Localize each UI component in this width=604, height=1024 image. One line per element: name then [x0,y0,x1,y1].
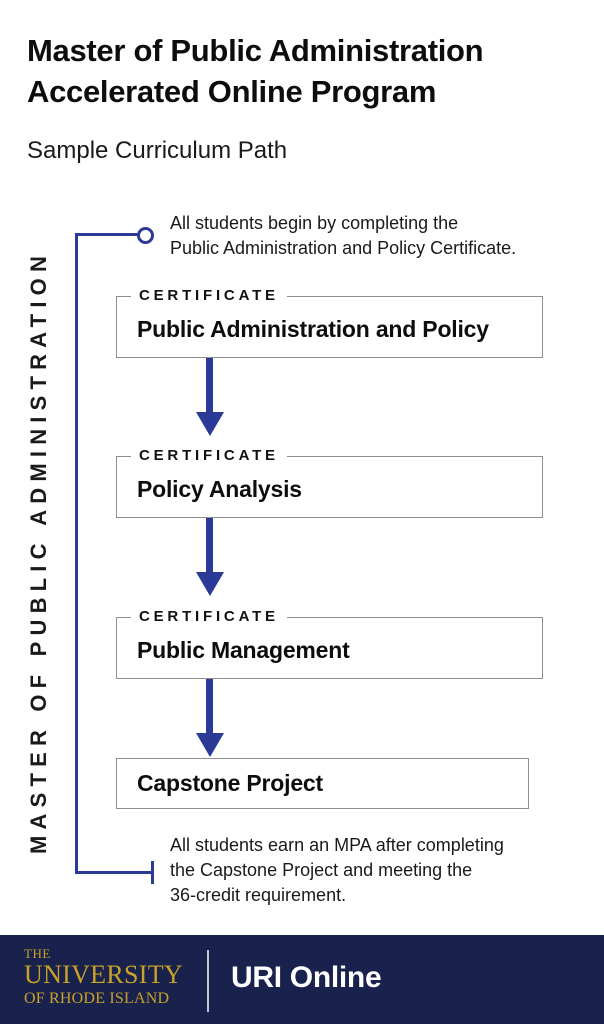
program-side-label: MASTER OF PUBLIC ADMINISTRATION [26,249,51,855]
step-title: Public Administration and Policy [137,316,489,342]
bracket-top [75,233,139,236]
step-title: Public Management [137,637,350,663]
title-line-1: Master of Public Administration [27,33,484,68]
logo-rhode-island: OF RHODE ISLAND [24,990,170,1007]
step-box-capstone-project [116,758,529,809]
arrow-shaft [206,679,213,735]
step-box-policy-analysis [116,447,543,518]
bracket-end-tick [151,861,154,884]
arrow-shaft [206,358,213,414]
end-note [170,833,504,908]
start-note-line-1: All students begin by completing the [170,213,459,233]
footer-divider [207,950,209,1012]
uri-online-brand: URI Online [231,961,382,994]
page-subtitle: Sample Curriculum Path [27,137,288,164]
step-box-public-management [116,608,543,679]
start-circle-icon [137,227,154,244]
step-title: Policy Analysis [137,476,302,502]
page-title [27,30,597,112]
uri-logo [24,946,183,1009]
logo-the: THE [24,946,51,961]
logo-university: UNIVERSITY [24,960,183,989]
step-category: CERTIFICATE [131,446,287,466]
end-note-line-3: 36-credit requirement. [170,885,347,905]
end-note-line-2: the Capstone Project and meeting the [170,860,473,880]
bracket-vertical [75,233,78,874]
arrow-down-icon [196,733,224,757]
arrow-shaft [206,518,213,574]
bracket-bottom [75,871,153,874]
arrow-down-icon [196,572,224,596]
step-category: CERTIFICATE [131,286,287,306]
step-box-public-administration-policy [116,287,543,358]
title-line-2: Accelerated Online Program [27,74,437,109]
start-note-line-2: Public Administration and Policy Certificate. [170,238,517,258]
step-category: CERTIFICATE [131,607,287,627]
end-note-line-1: All students earn an MPA after completing [170,835,504,855]
step-title: Capstone Project [137,770,323,796]
start-note [170,211,516,261]
arrow-down-icon [196,412,224,436]
footer-bar [0,935,604,1024]
